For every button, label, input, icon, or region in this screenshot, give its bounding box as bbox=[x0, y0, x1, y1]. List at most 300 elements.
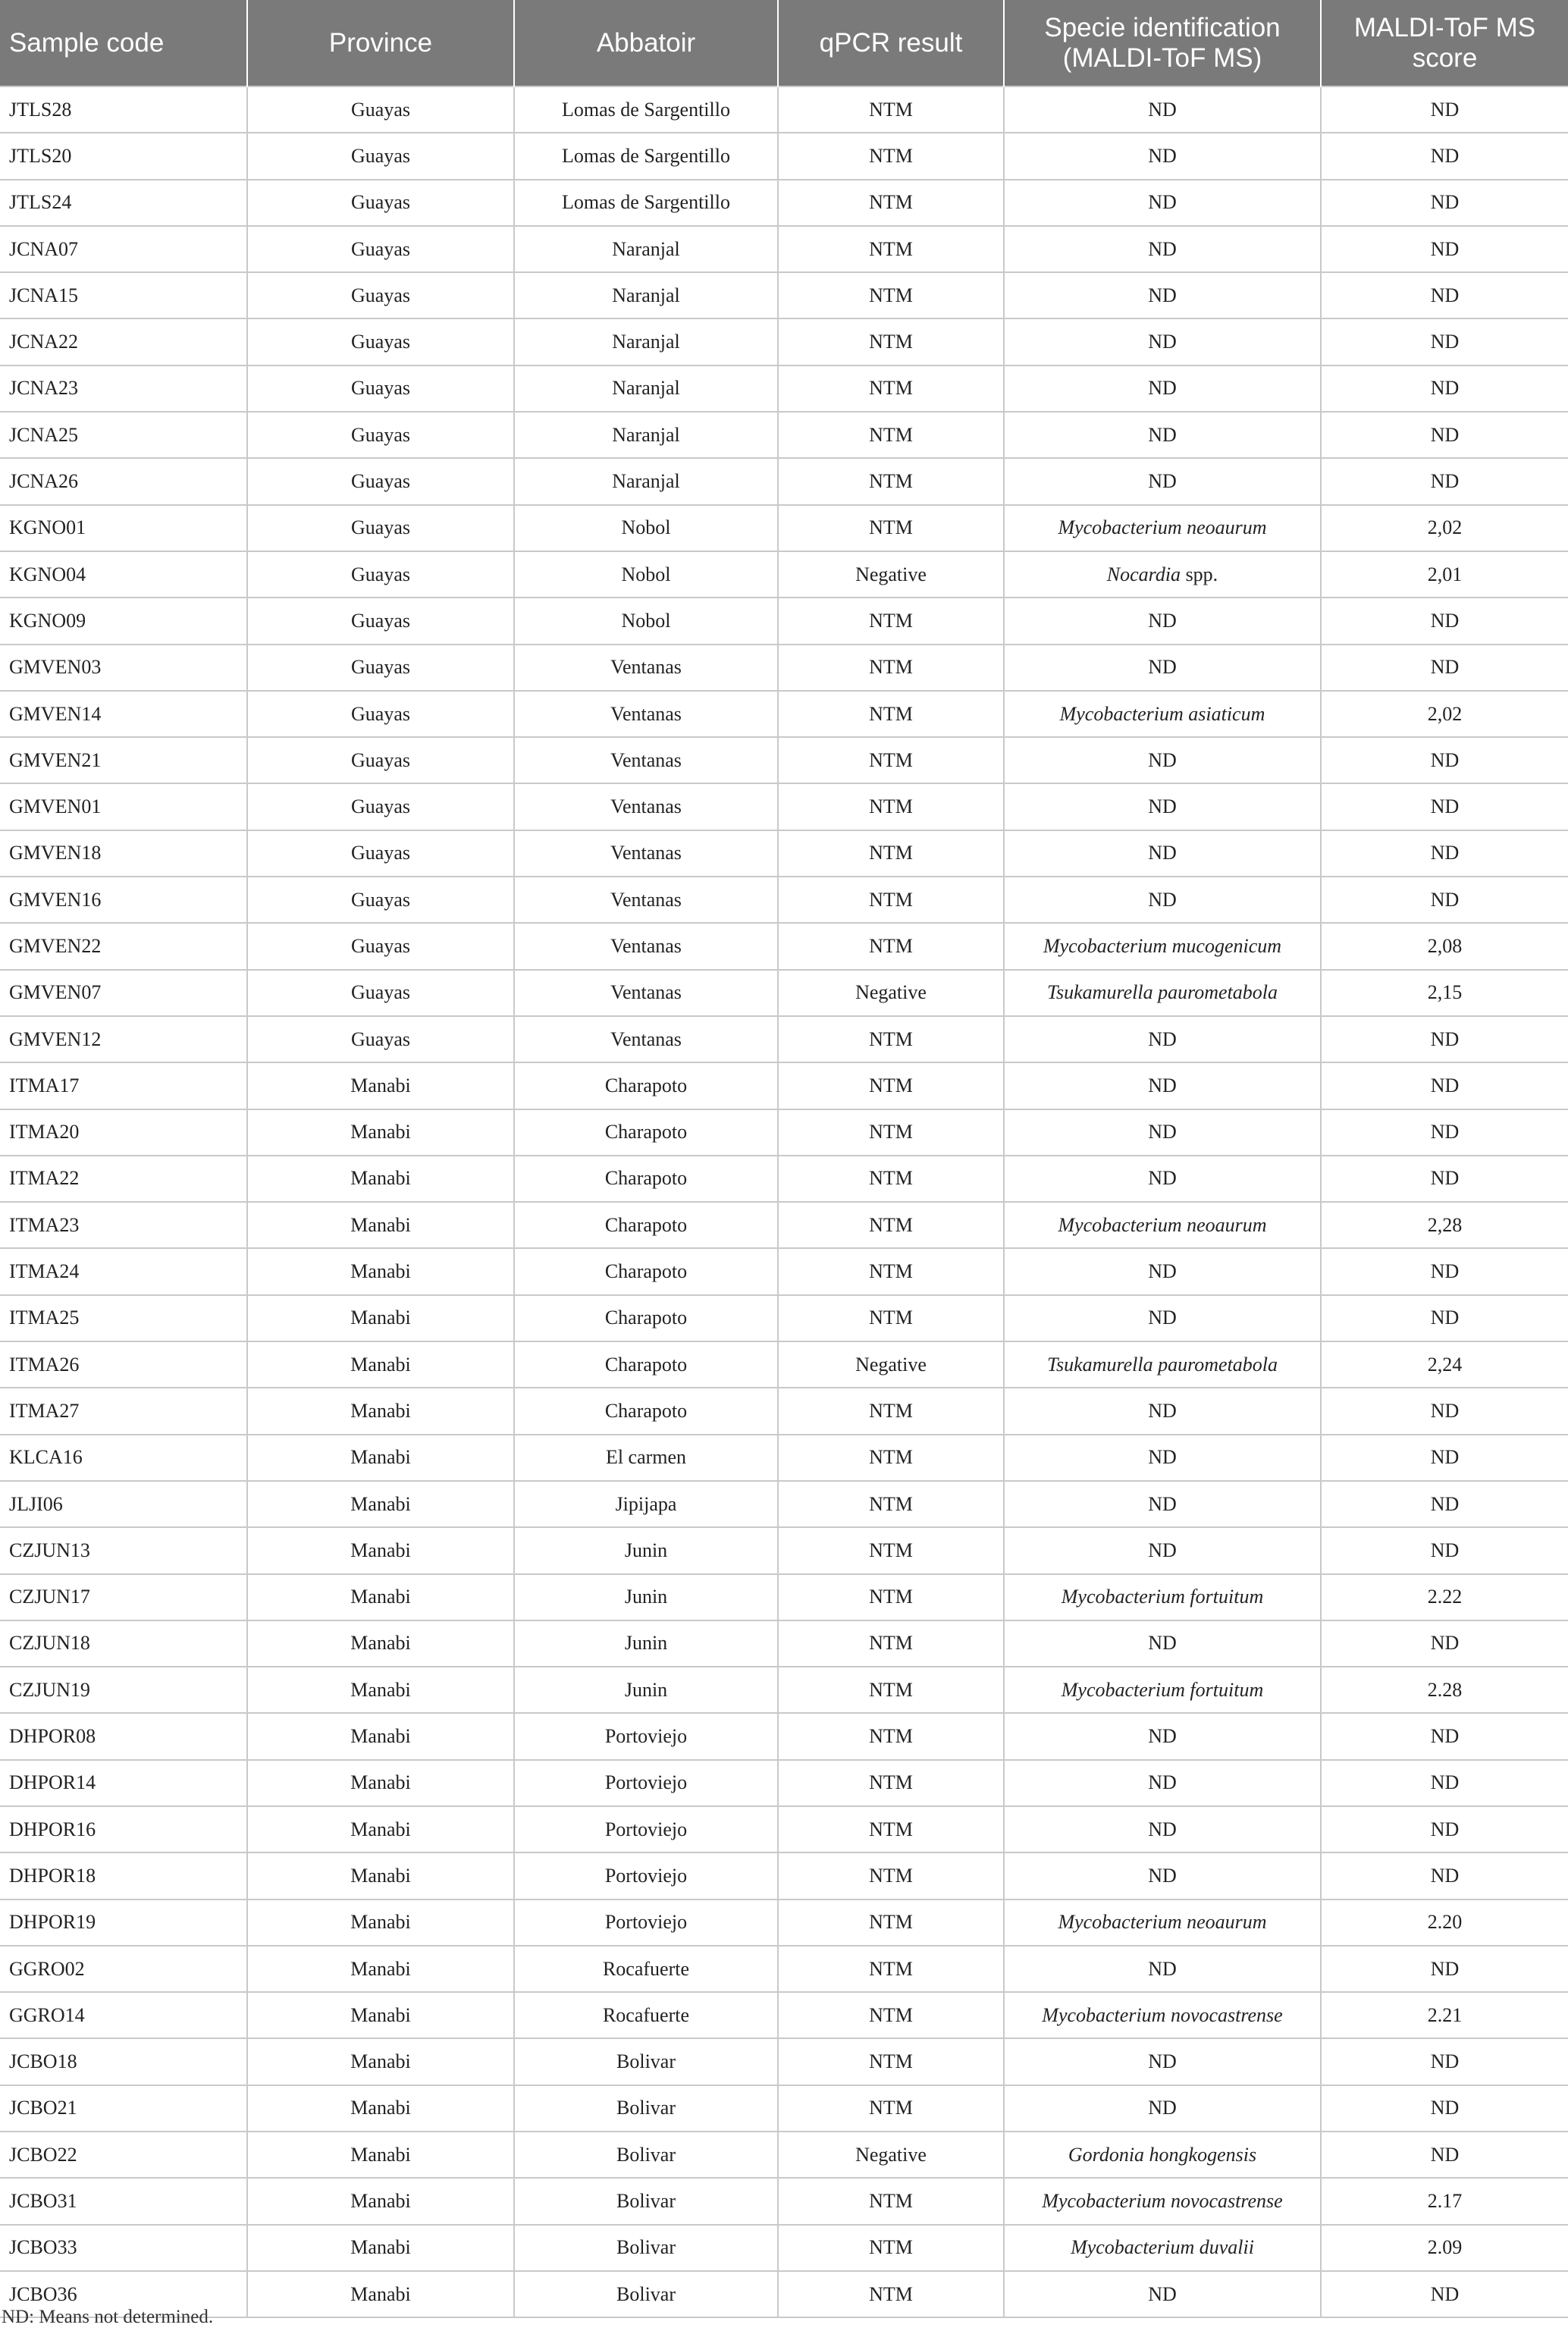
abbatoir-cell: Portoviejo bbox=[514, 1713, 778, 1759]
qpcr-result-cell: NTM bbox=[778, 1435, 1004, 1481]
score-cell: ND bbox=[1321, 1016, 1568, 1062]
abbatoir-cell: Bolivar bbox=[514, 2132, 778, 2178]
species-cell: ND bbox=[1004, 318, 1321, 365]
table-row bbox=[0, 86, 1568, 133]
province-cell: Guayas bbox=[247, 877, 514, 923]
qpcr-result-cell: NTM bbox=[778, 1900, 1004, 1946]
score-cell: ND bbox=[1321, 1620, 1568, 1667]
species-cell: Mycobacterium neoaurum bbox=[1004, 1202, 1321, 1248]
sample-code-cell: CZJUN19 bbox=[0, 1667, 247, 1713]
abbatoir-cell: Ventanas bbox=[514, 923, 778, 969]
province-cell: Guayas bbox=[247, 830, 514, 877]
score-cell: 2.09 bbox=[1321, 2225, 1568, 2271]
sample-code-cell: JCNA26 bbox=[0, 458, 247, 504]
abbatoir-cell: Bolivar bbox=[514, 2085, 778, 2132]
header-row bbox=[0, 0, 1568, 86]
table-row bbox=[0, 2271, 1568, 2317]
score-cell: ND bbox=[1321, 1806, 1568, 1852]
table-row bbox=[0, 1016, 1568, 1062]
qpcr-result-cell: NTM bbox=[778, 691, 1004, 737]
species-cell bbox=[1004, 551, 1321, 598]
species-cell: ND bbox=[1004, 1527, 1321, 1573]
abbatoir-cell: El carmen bbox=[514, 1435, 778, 1481]
score-cell: ND bbox=[1321, 180, 1568, 226]
province-cell: Guayas bbox=[247, 1016, 514, 1062]
qpcr-result-cell: NTM bbox=[778, 2271, 1004, 2317]
sample-code-cell: GMVEN22 bbox=[0, 923, 247, 969]
abbatoir-cell: Ventanas bbox=[514, 737, 778, 783]
table-row bbox=[0, 1248, 1568, 1294]
abbatoir-cell: Naranjal bbox=[514, 412, 778, 458]
abbatoir-cell: Bolivar bbox=[514, 2038, 778, 2085]
header-text-line: (MALDI-ToF MS) bbox=[1062, 42, 1262, 73]
table-row bbox=[0, 1946, 1568, 1992]
sample-code-cell: JCBO21 bbox=[0, 2085, 247, 2132]
table-row bbox=[0, 830, 1568, 877]
sample-code-cell: JCBO22 bbox=[0, 2132, 247, 2178]
table-row bbox=[0, 1713, 1568, 1759]
abbatoir-cell: Nobol bbox=[514, 598, 778, 644]
score-cell: ND bbox=[1321, 226, 1568, 272]
table-row bbox=[0, 1435, 1568, 1481]
score-cell: ND bbox=[1321, 365, 1568, 412]
species-cell: ND bbox=[1004, 1946, 1321, 1992]
abbatoir-cell: Charapoto bbox=[514, 1109, 778, 1156]
sample-code-cell: ITMA22 bbox=[0, 1156, 247, 1202]
province-cell: Guayas bbox=[247, 133, 514, 179]
qpcr-result-cell: NTM bbox=[778, 877, 1004, 923]
qpcr-result-cell: NTM bbox=[778, 1156, 1004, 1202]
qpcr-result-cell: NTM bbox=[778, 1527, 1004, 1573]
header-text-line: Specie identification bbox=[1044, 12, 1281, 42]
header-text-line: qPCR result bbox=[819, 27, 963, 58]
score-cell: ND bbox=[1321, 272, 1568, 318]
table-row bbox=[0, 272, 1568, 318]
sample-code-cell: JCBO18 bbox=[0, 2038, 247, 2085]
abbatoir-cell: Ventanas bbox=[514, 1016, 778, 1062]
table-row bbox=[0, 1806, 1568, 1852]
qpcr-result-cell: NTM bbox=[778, 2038, 1004, 2085]
province-cell: Manabi bbox=[247, 1156, 514, 1202]
species-cell: Mycobacterium fortuitum bbox=[1004, 1574, 1321, 1620]
sample-code-cell: JCNA25 bbox=[0, 412, 247, 458]
score-cell: ND bbox=[1321, 133, 1568, 179]
province-cell: Guayas bbox=[247, 365, 514, 412]
abbatoir-cell: Ventanas bbox=[514, 783, 778, 830]
abbatoir-cell: Ventanas bbox=[514, 877, 778, 923]
qpcr-result-cell: NTM bbox=[778, 1295, 1004, 1341]
table-footnote: ND: Means not determined. bbox=[2, 2307, 214, 2327]
abbatoir-cell: Ventanas bbox=[514, 830, 778, 877]
qpcr-result-cell: NTM bbox=[778, 783, 1004, 830]
sample-code-cell: GMVEN12 bbox=[0, 1016, 247, 1062]
sample-code-cell: DHPOR08 bbox=[0, 1713, 247, 1759]
province-cell: Manabi bbox=[247, 1435, 514, 1481]
table-row bbox=[0, 1574, 1568, 1620]
qpcr-result-cell: NTM bbox=[778, 180, 1004, 226]
abbatoir-cell: Charapoto bbox=[514, 1295, 778, 1341]
province-cell: Manabi bbox=[247, 2132, 514, 2178]
table-row bbox=[0, 458, 1568, 504]
qpcr-result-cell: NTM bbox=[778, 1574, 1004, 1620]
abbatoir-cell: Junin bbox=[514, 1527, 778, 1573]
abbatoir-cell: Ventanas bbox=[514, 645, 778, 691]
table-row bbox=[0, 1388, 1568, 1434]
abbatoir-cell: Portoviejo bbox=[514, 1760, 778, 1806]
province-cell: Manabi bbox=[247, 2178, 514, 2224]
species-cell: ND bbox=[1004, 1248, 1321, 1294]
table-row bbox=[0, 2038, 1568, 2085]
table-row bbox=[0, 551, 1568, 598]
table-row bbox=[0, 691, 1568, 737]
sample-code-cell: JCNA07 bbox=[0, 226, 247, 272]
qpcr-result-cell: Negative bbox=[778, 1341, 1004, 1388]
abbatoir-cell: Nobol bbox=[514, 505, 778, 551]
score-cell: 2.21 bbox=[1321, 1992, 1568, 2038]
sample-code-cell: GMVEN03 bbox=[0, 645, 247, 691]
province-cell: Manabi bbox=[247, 1713, 514, 1759]
qpcr-result-cell: NTM bbox=[778, 737, 1004, 783]
sample-code-cell: JCNA15 bbox=[0, 272, 247, 318]
qpcr-result-cell: NTM bbox=[778, 226, 1004, 272]
qpcr-result-cell: NTM bbox=[778, 1202, 1004, 1248]
province-cell: Guayas bbox=[247, 970, 514, 1016]
table-row bbox=[0, 1202, 1568, 1248]
sample-code-cell: DHPOR16 bbox=[0, 1806, 247, 1852]
abbatoir-cell: Lomas de Sargentillo bbox=[514, 180, 778, 226]
qpcr-result-cell: NTM bbox=[778, 1760, 1004, 1806]
species-cell: ND bbox=[1004, 1016, 1321, 1062]
province-cell: Guayas bbox=[247, 458, 514, 504]
maldi-score-header bbox=[1321, 0, 1568, 86]
table-row bbox=[0, 1295, 1568, 1341]
abbatoir-cell: Jipijapa bbox=[514, 1481, 778, 1527]
abbatoir-cell: Charapoto bbox=[514, 1341, 778, 1388]
abbatoir-cell: Ventanas bbox=[514, 970, 778, 1016]
table-row bbox=[0, 970, 1568, 1016]
sample-code-cell: JCBO31 bbox=[0, 2178, 247, 2224]
score-cell: ND bbox=[1321, 877, 1568, 923]
species-cell: ND bbox=[1004, 133, 1321, 179]
province-cell: Guayas bbox=[247, 598, 514, 644]
species-cell: ND bbox=[1004, 598, 1321, 644]
score-cell: ND bbox=[1321, 1852, 1568, 1899]
sample-code-cell: KGNO01 bbox=[0, 505, 247, 551]
score-cell: ND bbox=[1321, 1481, 1568, 1527]
score-cell: ND bbox=[1321, 2085, 1568, 2132]
score-cell: 2.20 bbox=[1321, 1900, 1568, 1946]
qpcr-result-cell: NTM bbox=[778, 1667, 1004, 1713]
sample-code-cell: GMVEN14 bbox=[0, 691, 247, 737]
table-row bbox=[0, 598, 1568, 644]
abbatoir-cell: Naranjal bbox=[514, 226, 778, 272]
table-row bbox=[0, 2132, 1568, 2178]
province-cell: Manabi bbox=[247, 1388, 514, 1434]
province-cell: Manabi bbox=[247, 1295, 514, 1341]
table-row bbox=[0, 133, 1568, 179]
table-row bbox=[0, 2178, 1568, 2224]
province-cell: Manabi bbox=[247, 1667, 514, 1713]
qpcr-result-cell: NTM bbox=[778, 1620, 1004, 1667]
species-cell: Mycobacterium mucogenicum bbox=[1004, 923, 1321, 969]
table-row bbox=[0, 877, 1568, 923]
province-cell: Manabi bbox=[247, 1248, 514, 1294]
score-cell: ND bbox=[1321, 2132, 1568, 2178]
species-cell: ND bbox=[1004, 830, 1321, 877]
province-cell: Guayas bbox=[247, 551, 514, 598]
qpcr-result-cell: NTM bbox=[778, 1248, 1004, 1294]
sample-code-cell: KLCA16 bbox=[0, 1435, 247, 1481]
species-genus: Nocardia bbox=[1106, 563, 1186, 585]
abbatoir-cell: Naranjal bbox=[514, 458, 778, 504]
table-row bbox=[0, 1852, 1568, 1899]
species-cell: Mycobacterium duvalii bbox=[1004, 2225, 1321, 2271]
table-row bbox=[0, 180, 1568, 226]
sample-code-cell: JLJI06 bbox=[0, 1481, 247, 1527]
table-row bbox=[0, 1156, 1568, 1202]
table-row bbox=[0, 1109, 1568, 1156]
species-cell: ND bbox=[1004, 1481, 1321, 1527]
species-cell: ND bbox=[1004, 458, 1321, 504]
score-cell: ND bbox=[1321, 86, 1568, 133]
qpcr-result-cell: NTM bbox=[778, 86, 1004, 133]
qpcr-result-cell: NTM bbox=[778, 1946, 1004, 1992]
qpcr-result-cell: NTM bbox=[778, 318, 1004, 365]
table-row bbox=[0, 1667, 1568, 1713]
species-cell: ND bbox=[1004, 365, 1321, 412]
sample-code-cell: JCNA23 bbox=[0, 365, 247, 412]
header-text-line: Sample code bbox=[9, 27, 165, 58]
score-cell: 2,01 bbox=[1321, 551, 1568, 598]
species-cell: ND bbox=[1004, 783, 1321, 830]
sample-code-cell: DHPOR14 bbox=[0, 1760, 247, 1806]
abbatoir-cell: Rocafuerte bbox=[514, 1992, 778, 2038]
sample-code-cell: ITMA20 bbox=[0, 1109, 247, 1156]
qpcr-result-cell: NTM bbox=[778, 598, 1004, 644]
score-cell: 2,08 bbox=[1321, 923, 1568, 969]
abbatoir-cell: Charapoto bbox=[514, 1388, 778, 1434]
species-cell: ND bbox=[1004, 2085, 1321, 2132]
province-cell: Manabi bbox=[247, 1062, 514, 1109]
province-cell: Manabi bbox=[247, 1527, 514, 1573]
table-row bbox=[0, 2085, 1568, 2132]
abbatoir-cell: Bolivar bbox=[514, 2271, 778, 2317]
species-cell: ND bbox=[1004, 180, 1321, 226]
province-cell: Guayas bbox=[247, 737, 514, 783]
score-cell: 2,28 bbox=[1321, 1202, 1568, 1248]
table-row bbox=[0, 318, 1568, 365]
species-cell: ND bbox=[1004, 272, 1321, 318]
species-cell: ND bbox=[1004, 645, 1321, 691]
score-cell: ND bbox=[1321, 318, 1568, 365]
sample-code-cell: GMVEN01 bbox=[0, 783, 247, 830]
province-cell: Guayas bbox=[247, 86, 514, 133]
species-cell: ND bbox=[1004, 1620, 1321, 1667]
qpcr-result-cell: NTM bbox=[778, 2085, 1004, 2132]
sample-code-cell: CZJUN18 bbox=[0, 1620, 247, 1667]
score-cell: ND bbox=[1321, 1760, 1568, 1806]
species-cell: ND bbox=[1004, 226, 1321, 272]
qpcr-result-cell: NTM bbox=[778, 1109, 1004, 1156]
qpcr-result-cell: NTM bbox=[778, 645, 1004, 691]
abbatoir-cell: Portoviejo bbox=[514, 1806, 778, 1852]
table-row bbox=[0, 1760, 1568, 1806]
score-cell: ND bbox=[1321, 1946, 1568, 1992]
header-text-line: Abbatoir bbox=[596, 27, 696, 58]
province-cell: Guayas bbox=[247, 318, 514, 365]
score-cell: 2,24 bbox=[1321, 1341, 1568, 1388]
score-cell: ND bbox=[1321, 783, 1568, 830]
table-row bbox=[0, 1620, 1568, 1667]
sample-code-cell: JCNA22 bbox=[0, 318, 247, 365]
score-cell: 2,02 bbox=[1321, 505, 1568, 551]
province-cell: Manabi bbox=[247, 1574, 514, 1620]
sample-code-cell: GGRO14 bbox=[0, 1992, 247, 2038]
sample-code-cell: JTLS20 bbox=[0, 133, 247, 179]
score-cell: ND bbox=[1321, 1435, 1568, 1481]
table-row bbox=[0, 1481, 1568, 1527]
qpcr-result-cell: NTM bbox=[778, 1992, 1004, 2038]
province-cell: Manabi bbox=[247, 2271, 514, 2317]
province-cell: Guayas bbox=[247, 505, 514, 551]
header-text-line: Province bbox=[328, 27, 433, 58]
province-cell: Guayas bbox=[247, 226, 514, 272]
species-cell: ND bbox=[1004, 2271, 1321, 2317]
table-row bbox=[0, 505, 1568, 551]
score-cell: ND bbox=[1321, 1295, 1568, 1341]
qpcr-result-cell: NTM bbox=[778, 412, 1004, 458]
sample-code-cell: ITMA26 bbox=[0, 1341, 247, 1388]
province-cell: Guayas bbox=[247, 180, 514, 226]
abbatoir-cell: Lomas de Sargentillo bbox=[514, 86, 778, 133]
qpcr-result-cell: NTM bbox=[778, 505, 1004, 551]
species-cell: ND bbox=[1004, 1435, 1321, 1481]
abbatoir-cell: Naranjal bbox=[514, 318, 778, 365]
abbatoir-cell: Rocafuerte bbox=[514, 1946, 778, 1992]
table-row bbox=[0, 1527, 1568, 1573]
species-cell: Gordonia hongkogensis bbox=[1004, 2132, 1321, 2178]
table-row bbox=[0, 1900, 1568, 1946]
qpcr-result-cell: NTM bbox=[778, 1852, 1004, 1899]
province-cell: Manabi bbox=[247, 1992, 514, 2038]
sample-code-cell: GGRO02 bbox=[0, 1946, 247, 1992]
species-suffix: spp. bbox=[1185, 563, 1218, 585]
qpcr-result-cell: Negative bbox=[778, 970, 1004, 1016]
score-cell: ND bbox=[1321, 1109, 1568, 1156]
abbatoir-cell: Naranjal bbox=[514, 272, 778, 318]
abbatoir-cell: Portoviejo bbox=[514, 1900, 778, 1946]
sample-code-cell: GMVEN16 bbox=[0, 877, 247, 923]
province-cell: Manabi bbox=[247, 1852, 514, 1899]
score-cell: ND bbox=[1321, 737, 1568, 783]
abbatoir-header bbox=[514, 0, 778, 86]
table-row bbox=[0, 226, 1568, 272]
score-cell: ND bbox=[1321, 1248, 1568, 1294]
table-row bbox=[0, 923, 1568, 969]
sample-code-cell: CZJUN13 bbox=[0, 1527, 247, 1573]
abbatoir-cell: Ventanas bbox=[514, 691, 778, 737]
sample-code-cell: CZJUN17 bbox=[0, 1574, 247, 1620]
province-cell: Manabi bbox=[247, 1341, 514, 1388]
qpcr-result-cell: NTM bbox=[778, 365, 1004, 412]
province-cell: Manabi bbox=[247, 1202, 514, 1248]
score-cell: ND bbox=[1321, 412, 1568, 458]
province-cell: Guayas bbox=[247, 272, 514, 318]
score-cell: 2.17 bbox=[1321, 2178, 1568, 2224]
qpcr-result-cell: NTM bbox=[778, 1713, 1004, 1759]
species-cell: Mycobacterium asiaticum bbox=[1004, 691, 1321, 737]
species-cell: Tsukamurella paurometabola bbox=[1004, 970, 1321, 1016]
province-cell: Manabi bbox=[247, 1806, 514, 1852]
table-header bbox=[0, 0, 1568, 86]
qpcr-result-cell: NTM bbox=[778, 1481, 1004, 1527]
species-cell: ND bbox=[1004, 1109, 1321, 1156]
score-cell: ND bbox=[1321, 598, 1568, 644]
qpcr-result-cell: NTM bbox=[778, 1062, 1004, 1109]
score-cell: ND bbox=[1321, 830, 1568, 877]
table-row bbox=[0, 737, 1568, 783]
score-cell: ND bbox=[1321, 1062, 1568, 1109]
abbatoir-cell: Junin bbox=[514, 1574, 778, 1620]
species-cell: ND bbox=[1004, 412, 1321, 458]
sample-code-cell: KGNO09 bbox=[0, 598, 247, 644]
abbatoir-cell: Nobol bbox=[514, 551, 778, 598]
province-cell: Manabi bbox=[247, 2085, 514, 2132]
qpcr-result-cell: NTM bbox=[778, 923, 1004, 969]
abbatoir-cell: Charapoto bbox=[514, 1062, 778, 1109]
abbatoir-cell: Lomas de Sargentillo bbox=[514, 133, 778, 179]
table-body bbox=[0, 86, 1568, 2317]
score-cell: ND bbox=[1321, 1156, 1568, 1202]
abbatoir-cell: Naranjal bbox=[514, 365, 778, 412]
sample-code-cell: JTLS28 bbox=[0, 86, 247, 133]
sample-code-cell: ITMA25 bbox=[0, 1295, 247, 1341]
abbatoir-cell: Charapoto bbox=[514, 1248, 778, 1294]
table-row bbox=[0, 365, 1568, 412]
species-cell: ND bbox=[1004, 1713, 1321, 1759]
province-cell: Guayas bbox=[247, 412, 514, 458]
score-cell: ND bbox=[1321, 1527, 1568, 1573]
abbatoir-cell: Junin bbox=[514, 1667, 778, 1713]
species-cell: Mycobacterium novocastrense bbox=[1004, 2178, 1321, 2224]
species-cell: ND bbox=[1004, 1156, 1321, 1202]
table-row bbox=[0, 1992, 1568, 2038]
abbatoir-cell: Portoviejo bbox=[514, 1852, 778, 1899]
abbatoir-cell: Charapoto bbox=[514, 1156, 778, 1202]
table-row bbox=[0, 2225, 1568, 2271]
species-cell: ND bbox=[1004, 1062, 1321, 1109]
sample-code-cell: ITMA24 bbox=[0, 1248, 247, 1294]
table-row bbox=[0, 645, 1568, 691]
species-cell: ND bbox=[1004, 1852, 1321, 1899]
qpcr-result-cell: NTM bbox=[778, 458, 1004, 504]
abbatoir-cell: Charapoto bbox=[514, 1202, 778, 1248]
qpcr-result-cell: Negative bbox=[778, 551, 1004, 598]
province-header bbox=[247, 0, 514, 86]
qpcr-result-cell: NTM bbox=[778, 1016, 1004, 1062]
qpcr-result-cell: NTM bbox=[778, 1806, 1004, 1852]
score-cell: 2,15 bbox=[1321, 970, 1568, 1016]
species-cell: Mycobacterium neoaurum bbox=[1004, 1900, 1321, 1946]
species-cell: Tsukamurella paurometabola bbox=[1004, 1341, 1321, 1388]
sample-code-cell: ITMA27 bbox=[0, 1388, 247, 1434]
qpcr-result-cell: NTM bbox=[778, 830, 1004, 877]
province-cell: Guayas bbox=[247, 923, 514, 969]
table-row bbox=[0, 783, 1568, 830]
qpcr-result-header bbox=[778, 0, 1004, 86]
sample-code-cell: GMVEN18 bbox=[0, 830, 247, 877]
score-cell: 2.28 bbox=[1321, 1667, 1568, 1713]
